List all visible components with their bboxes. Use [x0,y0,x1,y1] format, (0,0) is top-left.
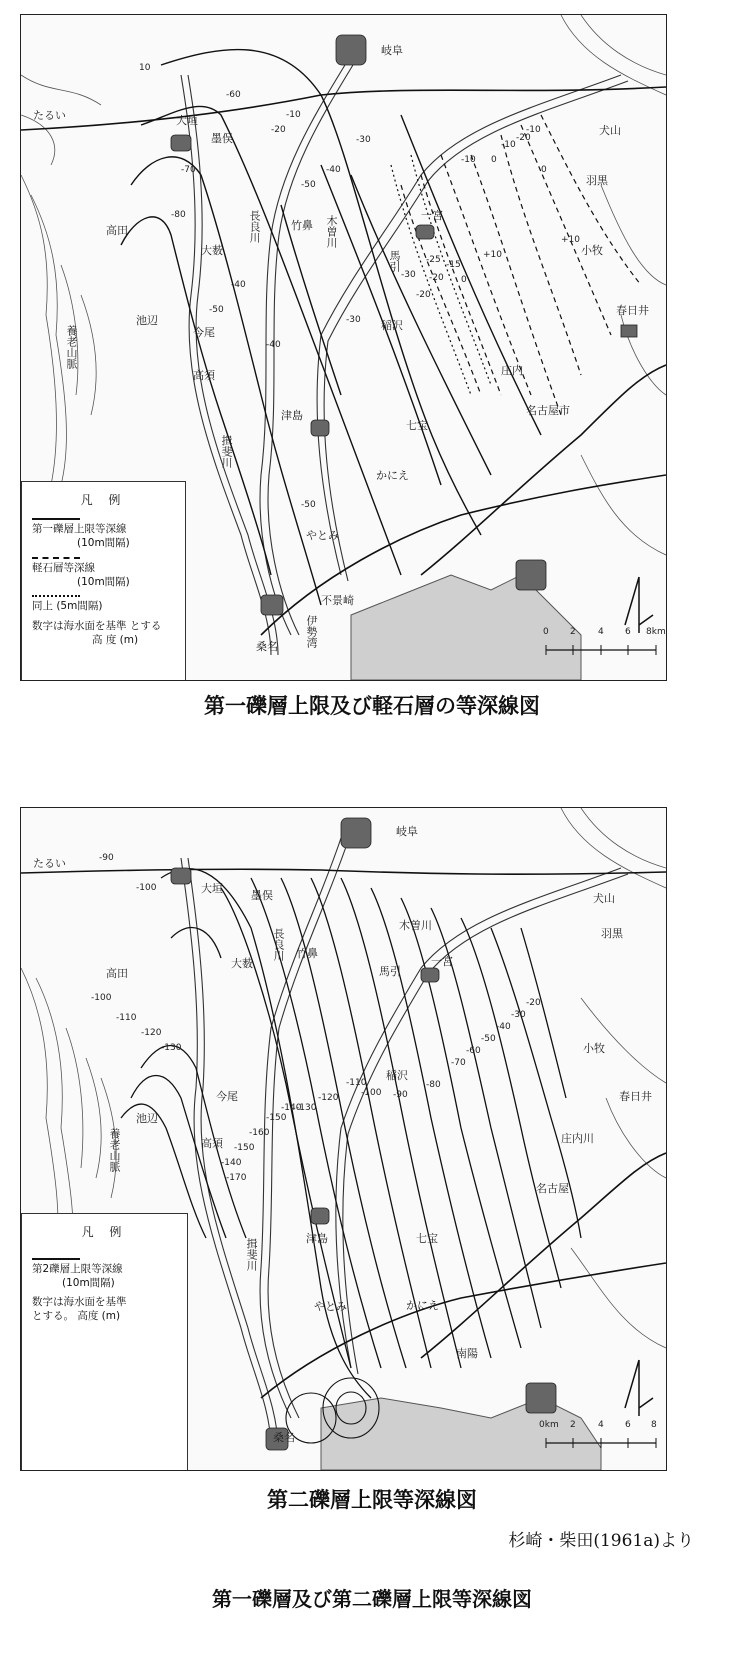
map1-scale-label: 6 [625,627,631,637]
map2-label-oyabu: 大薮 [231,957,253,970]
map1-contour-label: -50 [209,305,224,315]
map1-hills [21,15,666,555]
map2-label-inazawa: 稲沢 [386,1069,408,1082]
map1-label-takegahana: 竹鼻 [291,219,313,232]
map1-label-haguro: 羽黒 [586,174,608,187]
map1-scale-bar [541,640,661,670]
map2-contour-label: -140 [281,1103,302,1113]
map2-label-haguro: 羽黒 [601,927,623,940]
map2-contour-label: -130 [161,1043,182,1053]
map1-label-ogaki: 大垣 [176,114,198,127]
map2-contour-label: -50 [481,1034,496,1044]
map1-label-nagaragawa: 長良川 [248,210,261,243]
map2-label-imao: 今尾 [216,1090,238,1103]
map1-contour-label: +10 [561,235,580,245]
map1-contour-label: 0 [461,275,467,285]
map1-legend-item1-interval: (10m間隔) [77,537,130,550]
map1-contour-label: -20 [429,273,444,283]
map2-contour-label: -150 [234,1143,255,1153]
map1-label-takasuka: 高田 [106,224,128,237]
map2-contour-label: -130 [296,1103,317,1113]
map1-label-isewan: 伊勢湾 [305,615,318,648]
map1-label-komaki: 小牧 [581,244,603,257]
map-second-gravel-contours [20,807,667,1471]
map1-contour-label: 10 [139,63,151,73]
map2-contour-label: -140 [221,1158,242,1168]
map1-legend [21,481,186,681]
map1-contour-label: -15 [446,260,461,270]
map1-label-shippo: 七宝 [406,419,428,432]
map1-contour-label: -80 [171,210,186,220]
map1-legend-title: 凡 例 [80,493,127,507]
map1-contour-label: -70 [181,165,196,175]
map2-contour-label: -90 [393,1090,408,1100]
map2-label-yatomi: やとみ [314,1300,347,1313]
map1-contour-label: -40 [231,280,246,290]
map1-label-tsushima: 津島 [281,409,303,422]
map1-label-inuyama: 犬山 [599,124,621,137]
map2-contour-label: -100 [136,883,157,893]
map1-label-yatomi: やとみ [306,529,339,542]
map2-contour-label: -160 [249,1128,270,1138]
map2-scale-label: 8 [651,1420,657,1430]
map2-label-tsushima: 津島 [306,1232,328,1245]
map1-contour-label: -20 [271,125,286,135]
map2-legend-note2: とする。 高度 (m) [32,1309,121,1322]
map2-scale-label: 0km [539,1420,559,1430]
map1-label-gifu: 岐阜 [381,44,403,57]
map2-legend-item1: 第2礫層上限等深線 [32,1263,123,1276]
map1-contour-label: -40 [266,340,281,350]
map1-label-imao: 今尾 [193,326,215,339]
map1-contour-label: -60 [226,90,241,100]
map2-towns [171,818,556,1450]
map2-label-nankai: 南陽 [456,1347,478,1360]
map2-label-yoro: 養老山脈 [108,1128,121,1172]
map2-contour-label: -30 [511,1010,526,1020]
map2-legend-solid-line [32,1258,80,1260]
map2-contour-label: -60 [466,1046,481,1056]
map1-contour-label: -25 [426,255,441,265]
map1-contour-label: 0 [491,155,497,165]
map1-label-nagoya: 名古屋市 [526,404,570,417]
map1-contour-label: -20 [516,133,531,143]
map1-legend-item2-interval: (10m間隔) [77,575,130,588]
map2-label-kisogawa: 木曽川 [399,919,432,932]
map2-north-arrow-icon [619,1358,659,1418]
map2-label-takasuka: 高田 [106,967,128,980]
map1-contour-label: -10 [461,155,476,165]
map2-contours [121,869,581,1398]
map2-scale-label: 2 [570,1420,576,1430]
map2-scale-label: 6 [625,1420,631,1430]
map2-label-sunomata: 墨俣 [251,889,273,902]
map2-contour-label: -120 [318,1093,339,1103]
map1-north-arrow-icon [619,575,659,635]
caption-map1: 第一礫層上限及び軽石層の等深線図 [204,694,540,718]
map2-contour-label: -150 [266,1113,287,1123]
map1-contour-label: -10 [286,110,301,120]
map2-label-kasugai: 春日井 [619,1090,652,1103]
map1-contour-label: +10 [483,250,502,260]
map1-label-yoro: 養老山脈 [65,325,78,369]
map2-contour-label: -20 [526,998,541,1008]
map1-legend-dash-line [32,557,80,559]
map1-contour-label: -20 [416,290,431,300]
map2-label-kuwana: 桑名 [273,1431,295,1444]
map1-legend-item1: 第一礫層上限等深線 [32,523,127,536]
map1-contour-label: -50 [301,500,316,510]
map2-label-gifu: 岐阜 [396,825,418,838]
map2-label-ikebe: 池辺 [136,1112,158,1125]
map2-contour-label: -100 [361,1088,382,1098]
map1-label-ikebe: 池辺 [136,314,158,327]
map2-label-inuyama: 犬山 [593,892,615,905]
map1-scale-label: 4 [598,627,604,637]
map1-scale-label: 2 [570,627,576,637]
map1-label-kasugai: 春日井 [616,304,649,317]
map1-contour-label: -10 [526,125,541,135]
map2-contour-label: -170 [226,1173,247,1183]
map1-contour-label: -10 [501,140,516,150]
map1-label-ichinomiya: 一宮 [421,209,443,222]
map1-label-kanie: かにえ [376,469,409,482]
map1-contour-label: -50 [301,180,316,190]
map1-contour-label: -30 [401,270,416,280]
map1-contour-label: -40 [326,165,341,175]
map2-contour-label: -70 [451,1058,466,1068]
map1-label-ibigawa: 揖斐川 [220,435,233,468]
map1-scale-label: 0 [543,627,549,637]
caption-overall: 第一礫層及び第二礫層上限等深線図 [212,1587,532,1611]
map2-contour-label: -40 [496,1022,511,1032]
map1-label-fushimi: 不景崎 [321,594,354,607]
map2-legend-title: 凡 例 [81,1225,128,1239]
map1-label-kuwana: 桑名 [256,640,278,653]
map2-label-ibigawa: 揖斐川 [245,1238,258,1271]
map2-contour-label: -120 [141,1028,162,1038]
map2-label-shippo: 七宝 [416,1232,438,1245]
source-citation: 杉崎・柴田(1961a)より [508,1531,694,1551]
map1-contour-label: 0 [541,165,547,175]
map2-label-kanie: かにえ [406,1299,439,1312]
map1-rivers [181,55,628,655]
map2-scale-label: 4 [598,1420,604,1430]
map2-legend-item1-interval: (10m間隔) [62,1277,115,1290]
map2-contour-label: -80 [426,1080,441,1090]
map1-label-umaiki: 馬引 [388,250,401,272]
map2-contour-label: -110 [346,1078,367,1088]
map1-label-tarui: たるい [33,109,66,122]
map2-contour-label: -90 [99,853,114,863]
map2-label-komaki: 小牧 [583,1042,605,1055]
map1-contour-label: -30 [356,135,371,145]
map2-label-tarui: たるい [33,857,66,870]
caption-map2: 第二礫層上限等深線図 [267,1488,477,1512]
map2-contour-label: -110 [116,1013,137,1023]
map1-label-kisogawa: 木曽川 [325,215,338,248]
map2-label-takegahana: 竹鼻 [296,947,318,960]
map2-label-ogaki: 大垣 [201,882,223,895]
map1-legend-dot-line [32,595,80,597]
map2-label-umaiki: 馬引 [379,965,401,978]
map1-label-sunomata: 墨俣 [211,132,233,145]
map2-label-takasu: 高須 [201,1137,223,1150]
map2-label-nagoya: 名古屋 [536,1182,569,1195]
map1-label-oyabu: 大薮 [201,244,223,257]
map2-label-shonai: 庄内川 [561,1132,594,1145]
map2-label-nagaragawa: 長良川 [272,928,285,961]
map1-legend-note1: 数字は海水面を基準 とする [32,620,162,633]
map1-legend-note2: 高 度 (m) [92,634,139,647]
map1-label-takasu: 高須 [193,369,215,382]
map1-legend-item2: 軽石層等深線 [32,561,95,574]
map1-scale-label: 8km [646,627,666,637]
map1-label-inazawa: 稲沢 [381,319,403,332]
map1-legend-item3: 同上 (5m間隔) [32,599,103,612]
map2-label-ichinomiya: 一宮 [431,955,453,968]
map2-legend-note1: 数字は海水面を基準 [32,1295,127,1308]
map1-label-shonai: 庄内 [501,364,523,377]
map2-scale-bar [541,1433,661,1463]
map1-legend-solid-line [32,518,80,520]
map2-contour-label: -100 [91,993,112,1003]
map-first-gravel-contours [20,14,667,681]
map1-contour-label: -30 [346,315,361,325]
map2-legend [21,1213,188,1471]
